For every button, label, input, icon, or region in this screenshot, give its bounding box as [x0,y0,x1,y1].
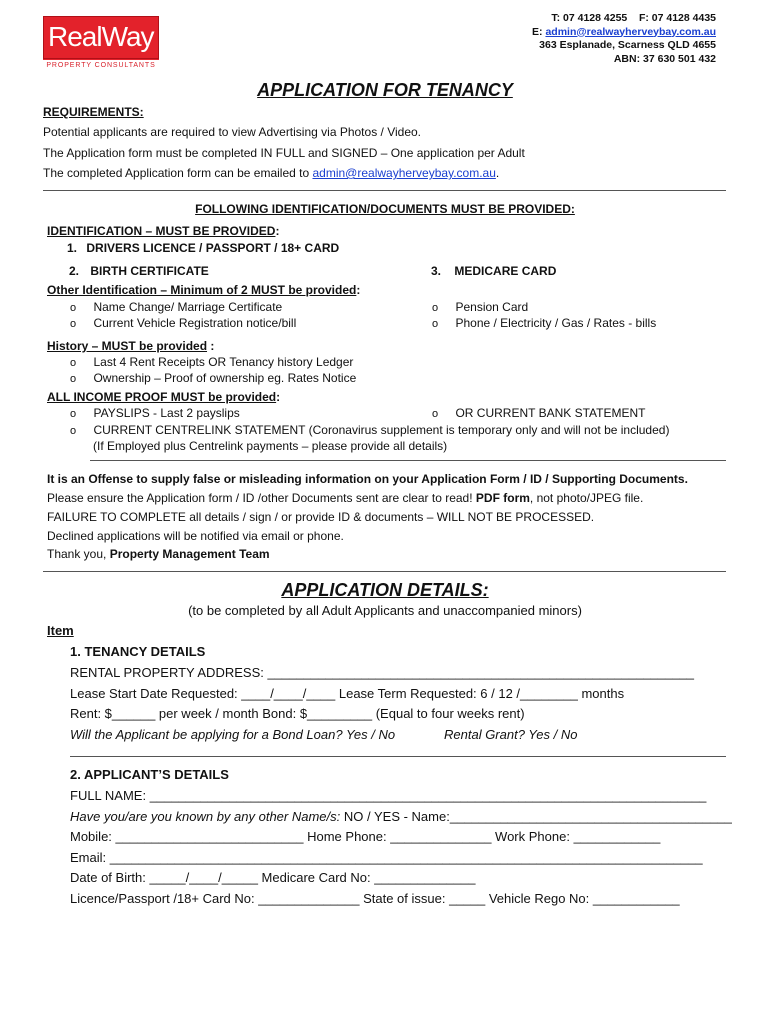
bullet: o [70,302,77,314]
other-names-question: Have you/are you known by any other Name/s: [70,809,341,824]
income-item-2-text: CURRENT CENTRELINK STATEMENT (Coronavirus supplement is temporary only and will not be included) [93,423,670,437]
other-id-item-3-text: Pension Card [455,300,529,314]
requirement-line-3-suffix: . [495,166,500,180]
address: 363 Esplanade, Scarness QLD 4655 [539,39,716,51]
notice-line-4: Declined applications will be notified via email or phone. [47,529,344,543]
email-row [532,26,716,40]
tenancy-heading: 1. TENANCY DETAILS [70,644,206,659]
other-id-colon: : [356,283,361,297]
income-item-1b [432,405,645,422]
other-id-item-4-text: Phone / Electricity / Gas / Rates - bills [455,316,657,330]
bullet: o [70,425,77,437]
bullet: o [432,408,439,420]
rental-address-field[interactable]: RENTAL PROPERTY ADDRESS: ___________________________________________________________ [70,665,695,680]
email-prefix: E: [532,25,543,38]
divider-1 [43,190,726,191]
divider-3 [43,571,726,572]
income-item-1b-text: OR CURRENT BANK STATEMENT [455,406,646,420]
history-item-2 [70,370,356,387]
item-label: Item [47,623,74,638]
id-item-3-num: 3. [431,264,442,278]
other-id-heading-text: Other Identification – Minimum of 2 MUST be provided [47,283,357,297]
income-item-1-text: PAYSLIPS - Last 2 payslips [93,406,240,420]
requirements-email-link[interactable]: admin@realwayherveybay.com.au [312,166,496,180]
notice-line-2b: PDF form [475,491,530,505]
income-heading-text: ALL INCOME PROOF MUST be provided [47,390,277,404]
bullet: o [70,373,77,385]
notice-line-3: FAILURE TO COMPLETE all details / sign / or provide ID & documents – WILL NOT BE PROCESSED. [47,510,595,524]
id-item-3 [431,263,556,279]
requirement-line-2: The Application form must be completed IN FULL and SIGNED – One application per Adult [43,146,525,160]
phone: T: 07 4128 4255 [551,12,628,24]
other-id-item-2 [70,315,296,332]
id-item-1 [67,240,339,256]
income-colon: : [276,390,281,404]
history-colon: : [207,339,215,353]
other-id-item-3 [432,299,528,316]
other-id-item-4 [432,315,656,332]
realway-logo [43,16,159,71]
notice-line-5a: Thank you, [47,547,107,561]
history-item-2-text: Ownership – Proof of ownership eg. Rates Notice [93,371,357,385]
other-names-field[interactable] [70,808,732,826]
applicant-heading: 2. APPLICANT’S DETAILS [70,767,229,782]
history-item-1-text: Last 4 Rent Receipts OR Tenancy history Ledger [93,355,354,369]
income-item-1 [70,405,240,422]
licence-field[interactable]: Licence/Passport /18+ Card No: ______________ State of issue: _____ Vehicle Rego No: ____________ [70,891,680,906]
history-heading-text: History – MUST be provided [47,339,208,353]
details-subtitle: (to be completed by all Adult Applicants and unaccompanied minors) [188,603,582,618]
bullet: o [432,318,439,330]
id-item-1-text: DRIVERS LICENCE / PASSPORT / 18+ CARD [86,241,340,255]
bond-loan-question[interactable]: Will the Applicant be applying for a Bond Loan? Yes / No [70,727,396,742]
phone-fields[interactable]: Mobile: __________________________ Home Phone: ______________ Work Phone: ____________ [70,829,661,844]
notice-line-2c: , not photo/JPEG file. [529,491,644,505]
other-id-item-1 [70,299,282,316]
income-item-2b: (If Employed plus Centrelink payments – please provide all details) [93,439,448,453]
page-title: APPLICATION FOR TENANCY [257,80,513,100]
requirement-line-1: Potential applicants are required to view Advertising via Photos / Video. [43,125,421,139]
history-heading [47,338,214,354]
lease-field[interactable]: Lease Start Date Requested: ____/____/____ Lease Term Requested: 6 / 12 /________ months [70,686,625,701]
abn: ABN: 37 630 501 432 [613,52,716,65]
bullet: o [70,318,77,330]
notice-line-2a: Please ensure the Application form / ID /other Documents sent are clear to read! [47,491,473,505]
details-title: APPLICATION DETAILS: [281,580,489,600]
rental-grant-question[interactable]: Rental Grant? Yes / No [444,727,578,742]
fax: F: 07 4128 4435 [638,12,716,24]
contact-block [532,12,716,66]
bullet: o [432,302,439,314]
dob-medicare-field[interactable]: Date of Birth: _____/____/_____ Medicare Card No: ______________ [70,870,476,885]
history-item-1 [70,354,353,371]
rent-bond-field[interactable]: Rent: $______ per week / month Bond: $_________ (Equal to four weeks rent) [70,706,525,721]
header-email-link[interactable]: admin@realwayherveybay.com.au [545,25,716,38]
email-field[interactable]: Email: __________________________________________________________________________________ [70,850,703,865]
requirement-line-3 [43,165,499,181]
other-id-heading [47,282,360,298]
divider-4 [70,756,726,757]
id-item-3-text: MEDICARE CARD [454,264,557,278]
income-heading [47,389,280,405]
full-name-field[interactable]: FULL NAME: _____________________________________________________________________________ [70,788,707,803]
notice-line-5 [47,546,270,562]
id-section-heading: FOLLOWING IDENTIFICATION/DOCUMENTS MUST BE PROVIDED: [195,202,575,216]
other-names-answer: NO / YES - Name:_______________________________________ [340,809,732,824]
income-item-2 [70,422,669,439]
other-id-item-2-text: Current Vehicle Registration notice/bill [93,316,297,330]
divider-2 [90,460,726,461]
id-must-heading-text: IDENTIFICATION – MUST BE PROVIDED [47,224,276,238]
bullet: o [70,408,77,420]
notice-line-2 [47,490,643,506]
phone-fax-row [532,12,716,26]
id-item-1-num: 1. [67,241,78,255]
requirements-heading: REQUIREMENTS: [43,105,144,119]
notice-line-5b: Property Management Team [109,547,270,561]
id-must-heading [47,223,279,239]
requirement-line-3-prefix: The completed Application form can be emailed to [43,166,310,180]
id-item-2-num: 2. [69,264,80,278]
id-item-2-text: BIRTH CERTIFICATE [90,264,209,278]
other-id-item-1-text: Name Change/ Marriage Certificate [93,300,283,314]
logo-red-block [43,16,159,59]
bullet: o [70,357,77,369]
logo-subtitle: PROPERTY CONSULTANTS [43,60,159,71]
notice-line-1: It is an Offense to supply false or misleading information on your Application Form / ID / Supporting Documents. [47,472,688,486]
logo-text: RealWay [48,21,154,52]
id-item-2 [69,263,209,279]
id-must-colon: : [275,224,280,238]
